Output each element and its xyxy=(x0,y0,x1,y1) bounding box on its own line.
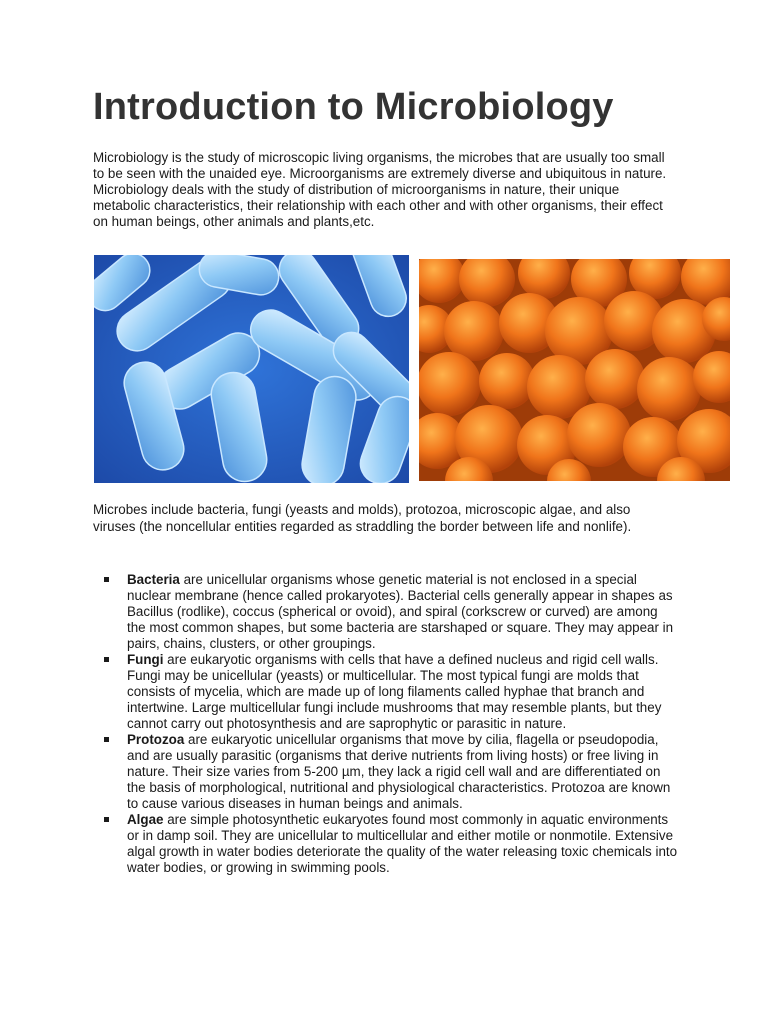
microbe-types-list xyxy=(93,572,678,876)
page-title: Introduction to Microbiology xyxy=(93,86,614,128)
desc-protozoa: are eukaryotic unicellular organisms that move by cilia, flagella or pseudopodia, and are usually parasitic (organisms that derive nutrients from living hosts) or free living in nature. Their size varies from 5-200 µm, they lack a rigid cell wall and are differentiated on the basis of morphological, nutritional and physiological characteristics. Protozoa are known to cause various diseases in human beings and animals. xyxy=(127,732,671,811)
square-bullet-icon xyxy=(104,817,109,822)
desc-algae: are simple photosynthetic eukaryotes found most commonly in aquatic environments or in damp soil. They are unicellular to multicellular and either motile or nonmotile. Extensive algal growth in water bodies deteriorate the quality of the water releasing toxic chemicals into water bodies, or growing in swimming pools. xyxy=(127,812,678,875)
list-item-fungi xyxy=(93,652,678,732)
desc-bacteria: are unicellular organisms whose genetic material is not enclosed in a special nuclear membrane (hence called prokaryotes). Bacterial cells generally appear in shapes as Bacillus (rodlike), coccus (spherical or ovoid), and spiral (corkscrew or curved) are among the most common shapes, but some bacteria are starshaped or square. They may appear in pairs, chains, clusters, or other groupings. xyxy=(127,572,674,651)
square-bullet-icon xyxy=(104,577,109,582)
list-item-protozoa xyxy=(93,732,678,812)
desc-fungi: are eukaryotic organisms with cells that have a defined nucleus and rigid cell walls. Fungi may be unicellular (yeasts) or multicellular. The most typical fungi are molds that consists of mycelia, which are made up of long filaments called hyphae that branch and intertwine. Large multicellular fungi include mushrooms that may resemble plants, but they cannot carry out photosynthesis and are saprophytic or parasitic in nature. xyxy=(127,652,662,731)
term-fungi: Fungi xyxy=(127,652,164,667)
intro-paragraph: Microbiology is the study of microscopic living organisms, the microbes that are usually too small to be seen with the unaided eye. Microorganisms are extremely diverse and ubiquitous in nature. Microbiology deals with the study of distribution of microorganisms in nature, their unique metabolic characteristics, their relationship with each other and with other organisms, their effect on human beings, other animals and plants,etc. xyxy=(93,150,667,229)
bacteria-rods-image xyxy=(94,255,409,483)
microbes-paragraph: Microbes include bacteria, fungi (yeasts and molds), protozoa, microscopic algae, and also viruses (the noncellular entities regarded as straddling the border between life and nonlife). xyxy=(93,502,632,534)
list-item-algae xyxy=(93,812,678,876)
figure-row xyxy=(93,254,733,484)
term-algae: Algae xyxy=(127,812,164,827)
square-bullet-icon xyxy=(104,657,109,662)
list-item-bacteria xyxy=(93,572,678,652)
cocci-spheres-image xyxy=(419,259,730,481)
term-protozoa: Protozoa xyxy=(127,732,185,747)
square-bullet-icon xyxy=(104,737,109,742)
term-bacteria: Bacteria xyxy=(127,572,180,587)
